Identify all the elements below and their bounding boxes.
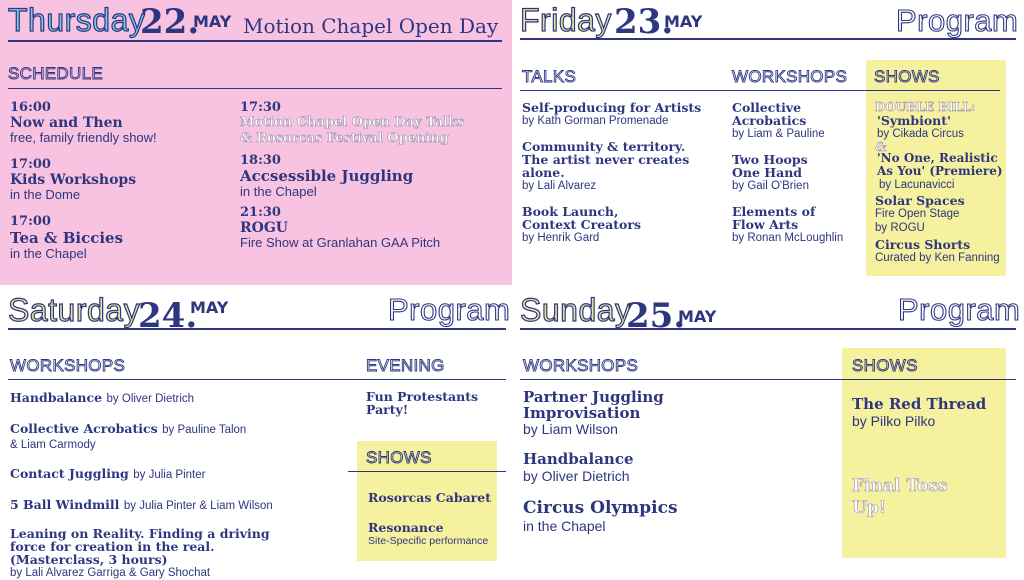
workshop-host: by Liam Wilson (523, 421, 618, 437)
thursday-section-rule (8, 88, 502, 89)
friday-section-rule (520, 90, 1000, 91)
schedule-item (240, 205, 500, 250)
show-title: Resonance (368, 520, 444, 535)
talk-speaker: by Kath Gorman Promenade (522, 115, 669, 127)
show-title: Rosorcas Cabaret (368, 490, 491, 505)
talk-title: Self-producing for Artists (522, 100, 702, 115)
sunday-month: MAY (678, 307, 717, 326)
workshop-title: 5 Ball Windmill (10, 497, 120, 512)
talk-speaker: by Lali Alvarez (522, 180, 597, 192)
talk-title: Book Launch, Context Creators (522, 204, 642, 232)
workshop-host: by Julia Pinter & Liam Wilson (123, 500, 273, 512)
workshop-host: by Julia Pinter (133, 469, 206, 481)
show-title: The Red Thread (852, 395, 987, 413)
workshop-title: Handbalance (523, 450, 634, 468)
schedule-sub: in the Chapel (10, 246, 87, 261)
workshop-item (523, 389, 823, 437)
workshop-title: Partner Juggling Improvisation (523, 388, 664, 422)
saturday-evening-label: EVENING (366, 356, 445, 375)
saturday-shows-label: SHOWS (366, 448, 432, 467)
friday-workshops-label: WORKSHOPS (732, 67, 848, 86)
workshop-title: Circus Olympics (523, 498, 678, 518)
workshop-title: Handbalance (10, 390, 103, 405)
workshop-host: by Lali Alvarez Garriga & Gary Shochat (10, 567, 211, 579)
friday-workshops-column (732, 101, 862, 245)
schedule-time: 16:00 (10, 100, 51, 115)
workshop-title: Collective Acrobatics (10, 421, 158, 436)
show-company: by Lacunavicci (879, 179, 955, 191)
show-title: Solar Spaces (875, 193, 965, 208)
show-title: 'No One, Realistic As You' (Premiere) (877, 151, 1003, 178)
thursday-right-column (240, 100, 500, 250)
workshop-title: Leaning on Reality. Finding a driving force for creation in the real. (Masterclass, 3 hours) (10, 526, 270, 567)
saturday-workshops-label: WORKSHOPS (10, 356, 126, 375)
friday-talks-label: TALKS (522, 67, 577, 86)
schedule-title: Accsessible Juggling (240, 167, 414, 185)
friday-month: MAY (664, 12, 703, 31)
workshop-item (10, 496, 340, 514)
schedule-sub: in the Chapel (240, 184, 317, 199)
show-sub: Fire Open Stage (875, 208, 960, 220)
schedule-time: 17:00 (10, 214, 51, 229)
talk-item (522, 101, 727, 128)
talk-speaker: by Henrik Gard (522, 232, 600, 244)
schedule-time: 17:00 (10, 157, 51, 172)
workshop-host: in the Chapel (523, 518, 606, 534)
talk-item (522, 140, 727, 193)
workshop-item (523, 498, 823, 534)
schedule-item (240, 100, 500, 147)
show-title: Circus Shorts (875, 237, 971, 252)
sunday-date: 25. (626, 296, 686, 336)
saturday-shows-column (368, 491, 496, 548)
friday-shows-column (875, 101, 1003, 265)
workshop-host: by Pauline Talon (162, 424, 247, 436)
schedule-item (10, 157, 230, 202)
schedule-title: Now and Then (10, 115, 123, 131)
schedule-sub: free, family friendly show! (10, 130, 157, 145)
thursday-month: MAY (193, 12, 232, 31)
schedule-time: 18:30 (240, 153, 281, 168)
schedule-title: Kids Workshops (10, 172, 137, 188)
saturday-workshops-column (10, 389, 340, 580)
schedule-title: Motion Chapel Open Day Talks & Rosorcas Festival Opening (240, 115, 465, 146)
workshop-host: by Oliver Dietrich (106, 393, 195, 405)
workshop-item (732, 205, 862, 245)
workshop-item (10, 389, 340, 407)
schedule-sub: in the Dome (10, 187, 81, 202)
thursday-day: Thursday (8, 2, 146, 38)
schedule-title: Tea & Biccies (10, 229, 124, 247)
double-bill-label: DOUBLE BILL: (875, 100, 976, 114)
evening-event: Fun Protestants Party! (366, 389, 479, 417)
workshop-title: Elements of Flow Arts (732, 204, 816, 232)
sunday-day: Sunday (520, 292, 632, 328)
workshop-host: by Ronan McLoughlin (732, 232, 844, 244)
friday-program-label: Program (896, 3, 1019, 38)
saturday-day: Saturday (8, 292, 141, 328)
workshop-item (732, 153, 862, 193)
show-company: by ROGU (875, 222, 925, 234)
workshop-host: by Oliver Dietrich (523, 468, 630, 484)
sunday-workshops-column (523, 389, 823, 534)
schedule-item (10, 214, 230, 261)
thursday-rule (8, 40, 502, 42)
show-sub: Site-Specific performance (368, 535, 489, 547)
sunday-rule (520, 328, 1016, 330)
schedule-time: 21:30 (240, 205, 281, 220)
schedule-time: 17:30 (240, 100, 281, 115)
saturday-date: 24. (138, 296, 198, 336)
saturday-program-label: Program (388, 292, 511, 327)
schedule-item (240, 153, 500, 199)
thursday-section-label: SCHEDULE (8, 64, 103, 83)
sunday-shows-label: SHOWS (852, 356, 918, 375)
workshop-item (10, 465, 340, 483)
schedule-sub: Fire Show at Granlahan GAA Pitch (240, 235, 441, 250)
show-title: 'Symbiont' (877, 113, 951, 128)
sunday-workshops-label: WORKSHOPS (523, 356, 639, 375)
sunday-shows-column (852, 396, 1002, 519)
ampersand: & (875, 139, 887, 154)
workshop-item (10, 420, 340, 452)
show-curator: Curated by Ken Fanning (875, 252, 1000, 264)
saturday-shows-rule (348, 471, 506, 472)
friday-talks-column (522, 101, 727, 245)
thursday-date: 22. (140, 2, 200, 42)
talk-item (522, 205, 727, 245)
friday-day: Friday (520, 2, 612, 38)
show-company: by Pilko Pilko (852, 413, 936, 429)
friday-rule (520, 38, 1016, 40)
show-company: by Cikada Circus (877, 128, 964, 140)
sunday-program-label: Program (898, 292, 1021, 327)
workshop-host: by Gail O'Brien (732, 180, 809, 192)
workshop-title: Contact Juggling (10, 466, 129, 481)
workshop-item (523, 451, 823, 484)
workshop-host: & Liam Carmody (10, 439, 96, 451)
friday-shows-label: SHOWS (874, 67, 940, 86)
sunday-section-rule (520, 379, 1016, 380)
thursday-event-title: Motion Chapel Open Day (243, 14, 499, 38)
show-title: Final Toss Up! (852, 476, 948, 518)
schedule-item (10, 100, 230, 145)
workshop-item (10, 527, 340, 580)
workshop-host: by Liam & Pauline (732, 128, 825, 140)
talk-title: Community & territory. The artist never creates alone. (522, 139, 690, 180)
saturday-section-rule (8, 379, 506, 380)
workshop-item (732, 101, 862, 141)
friday-date: 23. (614, 2, 674, 42)
schedule-title: ROGU (240, 220, 288, 236)
saturday-rule (8, 328, 506, 330)
workshop-title: Two Hoops One Hand (732, 152, 808, 180)
thursday-left-column (10, 100, 230, 261)
saturday-month: MAY (190, 298, 229, 317)
workshop-title: Collective Acrobatics (732, 100, 807, 128)
